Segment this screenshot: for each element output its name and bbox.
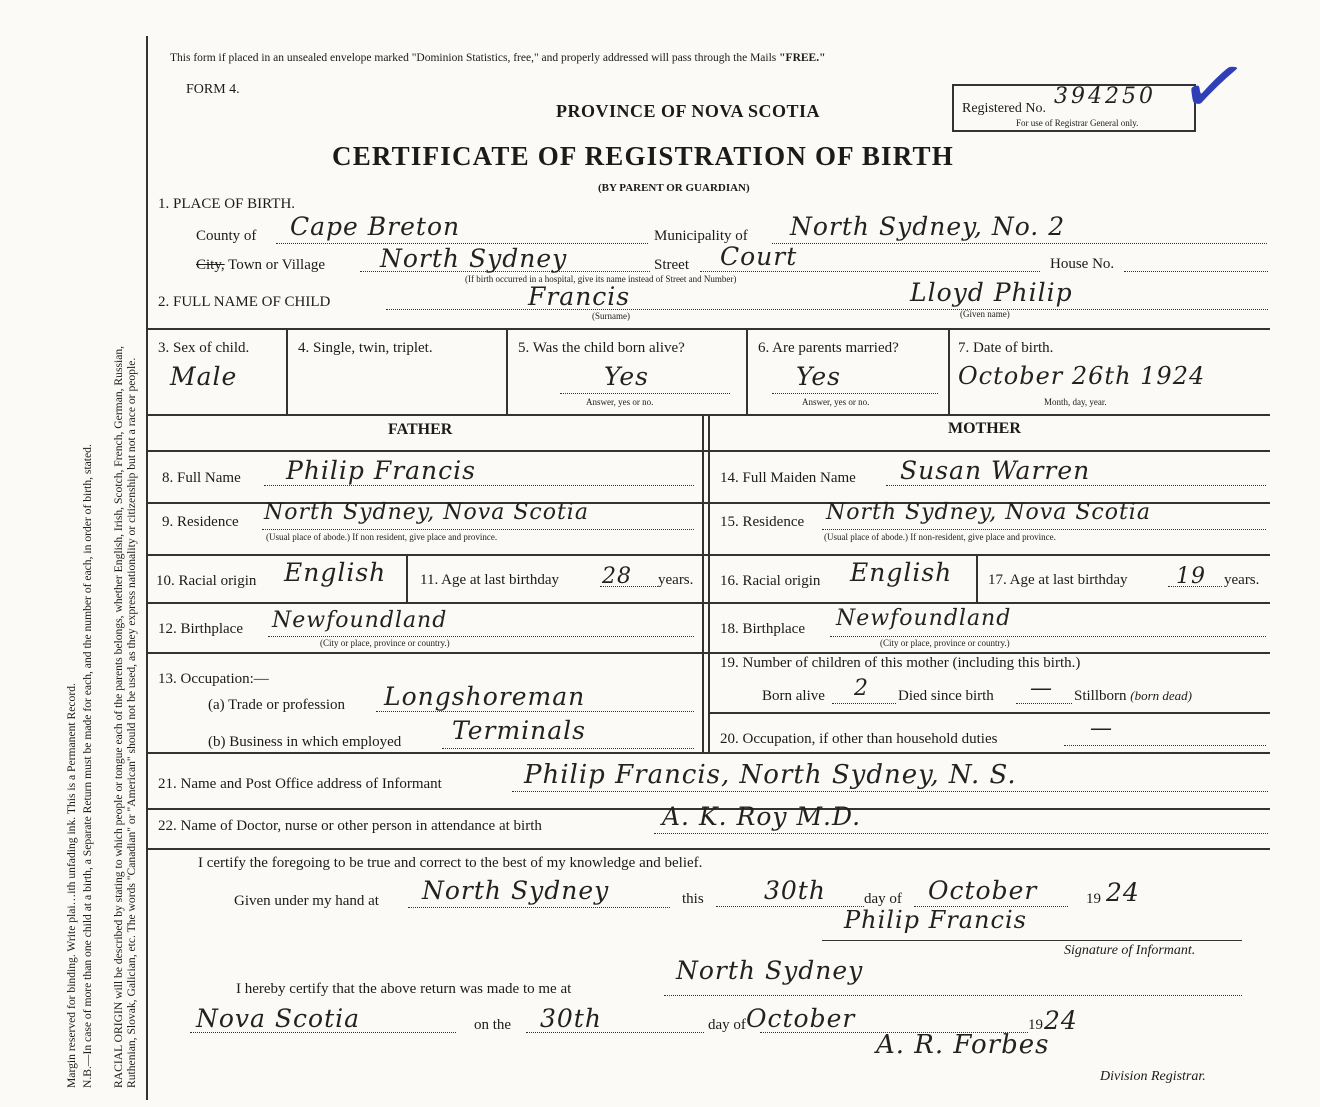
died-since-birth-label: Died since birth (898, 688, 994, 704)
mother-occupation-value: — (1090, 716, 1113, 741)
single-twin-label: 4. Single, twin, triplet. (298, 340, 433, 356)
registrar-province-value: Nova Scotia (196, 1004, 361, 1033)
stillborn-label: Stillborn (born dead) (1074, 688, 1193, 704)
page-title: CERTIFICATE OF REGISTRATION OF BIRTH (332, 141, 954, 171)
certify-this-label: this (682, 891, 704, 907)
mother-birthplace-value: Newfoundland (836, 606, 1012, 631)
certify-year-prefix: 19 (1086, 891, 1101, 907)
municipality-label: Municipality of (654, 228, 748, 244)
street-value: Court (720, 242, 798, 271)
postal-note: This form if placed in an unsealed envelope marked "Dominion Statistics, free," and properly addressed will pass through the Mails "FREE." (170, 52, 826, 64)
mother-residence-label: 15. Residence (720, 514, 805, 530)
father-age-label: 11. Age at last birthday (420, 572, 559, 588)
parents-married-caption: Answer, yes or no. (802, 397, 870, 407)
occupation-label: 13. Occupation:— (158, 671, 269, 687)
father-residence-label: 9. Residence (162, 514, 239, 530)
mother-age-value: 19 (1176, 564, 1206, 589)
registered-value: 394250 (1054, 84, 1156, 109)
father-name-value: Philip Francis (286, 456, 476, 485)
given-caption: (Given name) (960, 309, 1010, 319)
check-mark-icon: ✓ (1172, 38, 1254, 138)
mother-age-label: 17. Age at last birthday (988, 572, 1128, 588)
registrar-on-label: on the (474, 1017, 512, 1033)
born-alive-label: 5. Was the child born alive? (518, 340, 685, 356)
surname-caption: (Surname) (592, 311, 630, 321)
business-label: (b) Business in which employed (208, 734, 402, 750)
county-label: County of (196, 228, 257, 244)
mother-name-value: Susan Warren (900, 456, 1091, 485)
child-name-label: 2. FULL NAME OF CHILD (158, 294, 331, 310)
registered-label: Registered No. (962, 101, 1046, 116)
mother-birthplace-caption: (City or place, province or country.) (880, 638, 1010, 648)
registrar-signature: A. R. Forbes (876, 1030, 1050, 1060)
doctor-value: A. K. Roy M.D. (662, 802, 862, 831)
child-given-name: Lloyd Philip (910, 278, 1073, 307)
sex-label: 3. Sex of child. (158, 340, 250, 356)
father-age-value: 28 (602, 564, 632, 589)
certify-day-value: 30th (764, 876, 826, 905)
town-value: North Sydney (380, 244, 568, 273)
margin-line-1: Margin reserved for binding. Write plai…ith unfading ink. This is a Permanent Record. (65, 683, 78, 1088)
born-alive-caption: Answer, yes or no. (586, 397, 654, 407)
registrar-year-prefix: 19 (1028, 1017, 1043, 1033)
informant-label: 21. Name and Post Office address of Informant (158, 776, 442, 792)
certify-statement: I certify the foregoing to be true and correct to the best of my knowledge and belief. (198, 855, 703, 871)
father-birthplace-caption: (City or place, province or country.) (320, 638, 450, 648)
county-value: Cape Breton (290, 212, 461, 241)
registrar-day-of-label: day of (708, 1017, 746, 1033)
father-birthplace-value: Newfoundland (272, 608, 448, 633)
registrar-month-value: October (746, 1004, 856, 1033)
parents-married-value: Yes (796, 362, 841, 391)
born-alive-count-value: 2 (854, 676, 869, 701)
place-heading: 1. PLACE OF BIRTH. (158, 196, 296, 212)
doctor-label: 22. Name of Doctor, nurse or other person in attendance at birth (158, 818, 542, 834)
father-heading: FATHER (388, 421, 453, 438)
father-name-label: 8. Full Name (162, 470, 241, 486)
mother-race-value: English (850, 558, 953, 587)
registrar-note: For use of Registrar General only. (1016, 118, 1139, 128)
municipality-value: North Sydney, No. 2 (790, 212, 1066, 241)
registrar-place-value: North Sydney (676, 956, 864, 985)
informant-signature-caption: Signature of Informant. (1064, 943, 1196, 958)
father-age-unit: years. (658, 572, 694, 588)
child-surname: Francis (528, 282, 631, 311)
date-of-birth-value: October 26th 1924 (958, 362, 1206, 390)
given-under-label: Given under my hand at (234, 893, 379, 909)
certify-month-value: October (928, 876, 1038, 905)
born-alive-value: Yes (604, 362, 649, 391)
margin-line-3: RACIAL ORIGIN will be described by stating to which people or tongue each of the parents belongs, whether English, Irish, Scotch, French, German, Russian, (112, 345, 125, 1088)
informant-signature: Philip Francis (844, 906, 1027, 934)
street-label: Street (654, 257, 689, 273)
died-since-birth-value: — (1030, 676, 1053, 701)
town-label: City, Town or Village (196, 257, 326, 273)
hospital-note: (If birth occurred in a hospital, give its name instead of Street and Number) (465, 274, 737, 284)
registrar-year-value: 24 (1044, 1006, 1078, 1035)
mother-heading: MOTHER (948, 420, 1021, 437)
father-race-value: English (284, 558, 387, 587)
page-subtitle: (BY PARENT OR GUARDIAN) (598, 182, 750, 194)
certify-year-value: 24 (1106, 878, 1140, 907)
binding-border (146, 36, 148, 1100)
father-birthplace-label: 12. Birthplace (158, 621, 243, 637)
trade-value: Longshoreman (384, 682, 586, 711)
margin-line-2: N.B.—In case of more than one child at a birth, a Separate Return must be made for each, and the number of each, in order of birth, stated. (81, 444, 94, 1088)
province-heading: PROVINCE OF NOVA SCOTIA (556, 101, 821, 121)
born-alive-count-label: Born alive (762, 688, 825, 704)
house-label: House No. (1050, 256, 1115, 272)
certify-day-of-label: day of (864, 891, 902, 907)
mother-occupation-label: 20. Occupation, if other than household duties (720, 731, 998, 747)
father-race-label: 10. Racial origin (156, 573, 257, 589)
father-residence-value: North Sydney, Nova Scotia (264, 500, 589, 525)
business-value: Terminals (452, 716, 587, 745)
form-number: FORM 4. (186, 82, 240, 97)
registrar-signature-caption: Division Registrar. (1100, 1069, 1206, 1084)
date-of-birth-label: 7. Date of birth. (958, 340, 1054, 356)
certify-place-value: North Sydney (422, 876, 610, 905)
mother-race-label: 16. Racial origin (720, 573, 821, 589)
mother-birthplace-label: 18. Birthplace (720, 621, 805, 637)
registrar-statement: I hereby certify that the above return was made to me at (236, 981, 572, 997)
father-residence-caption: (Usual place of abode.) If non resident, give place and province. (266, 532, 498, 542)
margin-line-4: Ruthenian, Slovak, Galician, etc. The words "Canadian" or "American" should not be used, as they express nationality or citizenship but not a race or people. (125, 357, 138, 1088)
parents-married-label: 6. Are parents married? (758, 340, 899, 356)
mother-age-unit: years. (1224, 572, 1260, 588)
registered-number-box (952, 84, 1196, 132)
date-caption: Month, day, year. (1044, 397, 1107, 407)
mother-residence-caption: (Usual place of abode.) If non-resident, give place and province. (824, 532, 1056, 542)
sex-value: Male (170, 362, 238, 391)
registrar-day-value: 30th (540, 1004, 602, 1033)
mother-name-label: 14. Full Maiden Name (720, 470, 856, 486)
mother-residence-value: North Sydney, Nova Scotia (826, 500, 1151, 525)
trade-label: (a) Trade or profession (208, 697, 346, 713)
children-count-label: 19. Number of children of this mother (including this birth.) (720, 655, 1081, 671)
informant-value: Philip Francis, North Sydney, N. S. (524, 760, 1017, 790)
